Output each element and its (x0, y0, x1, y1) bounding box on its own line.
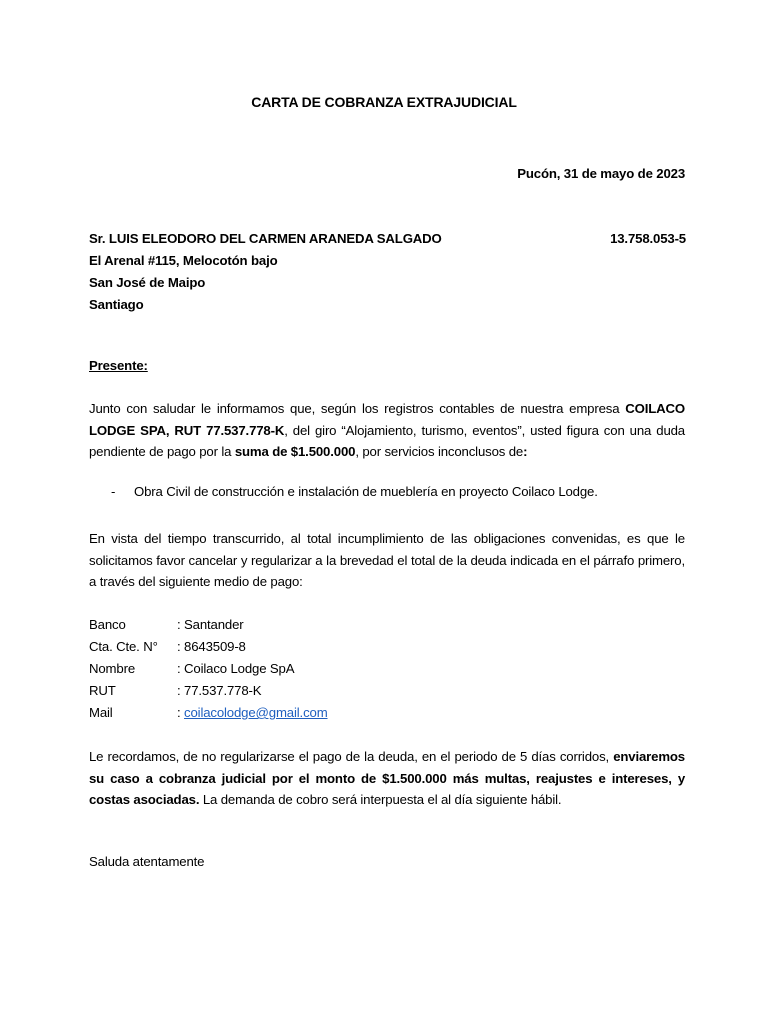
p1-company: COILACO LODGE SPA, RUT 77.537.778-K (89, 401, 685, 438)
p1-text-1: Junto con saludar le informamos que, según los registros contables de nuestra empresa (89, 401, 626, 416)
letter-date: Pucón, 31 de mayo de 2023 (517, 166, 685, 181)
bank-row-rut (89, 680, 328, 702)
bank-value: : Santander (177, 617, 244, 632)
mail-prefix: : (177, 705, 185, 720)
bank-details (89, 614, 328, 724)
p1-colon: : (523, 444, 528, 459)
rut-value: : 77.537.778-K (177, 683, 262, 698)
recipient-block (89, 228, 686, 316)
recipient-address-line1: El Arenal #115, Melocotón bajo (89, 253, 278, 268)
rut-label: RUT (89, 683, 116, 698)
account-label: Cta. Cte. N° (89, 639, 158, 654)
letter-title: CARTA DE COBRANZA EXTRAJUDICIAL (251, 94, 517, 110)
service-description: Obra Civil de construcción e instalación de mueblería en proyecto Coilaco Lodge. (134, 484, 598, 499)
mail-label: Mail (89, 705, 113, 720)
closing: Saluda atentamente (89, 854, 205, 869)
p1-amount: suma de $1.500.000 (234, 444, 356, 459)
bank-row-account (89, 636, 328, 658)
salutation: Presente: (89, 358, 148, 373)
recipient-address-line3: Santiago (89, 297, 144, 312)
recipient-rut: 13.758.053-5 (610, 231, 686, 246)
bank-row-name (89, 658, 328, 680)
p1-text-3: , por servicios inconclusos de (355, 444, 524, 459)
bank-row-banco (89, 614, 328, 636)
recipient-name-row (89, 228, 686, 250)
paragraph-debt-notice (89, 398, 685, 463)
name-label: Nombre (89, 661, 136, 676)
paragraph-legal-warning (89, 746, 685, 811)
account-value: : 8643509-8 (177, 639, 246, 654)
recipient-name: Sr. LUIS ELEODORO DEL CARMEN ARANEDA SALGADO (89, 231, 442, 246)
paragraph-payment-request: En vista del tiempo transcurrido, al total incumplimiento de las obligaciones convenidas, es que le solicitamos favor cancelar y regularizar a la brevedad el total de la deuda indicada en el párrafo primero, a través del siguiente medio de pago: (89, 531, 685, 589)
email-link[interactable]: coilacolodge@gmail.com (184, 705, 328, 720)
bullet-dash: - (111, 484, 116, 499)
recipient-address-line2: San José de Maipo (89, 275, 206, 290)
p1-text-2: , del giro “Alojamiento, turismo, eventos”, usted figura con una duda pendiente de pago por la (89, 422, 685, 459)
p3-text-1: Le recordamos, de no regularizarse el pago de la deuda, en el periodo de 5 días corridos, (89, 749, 614, 764)
name-value: : Coilaco Lodge SpA (177, 661, 295, 676)
p3-warning-bold: enviaremos su caso a cobranza judicial por el monto de $1.500.000 más multas, reajustes e intereses, y costas asociadas. (89, 749, 685, 807)
p3-text-2: La demanda de cobro será interpuesta el al día siguiente hábil. (199, 792, 562, 807)
bank-label: Banco (89, 617, 126, 632)
bank-row-mail (89, 702, 328, 724)
